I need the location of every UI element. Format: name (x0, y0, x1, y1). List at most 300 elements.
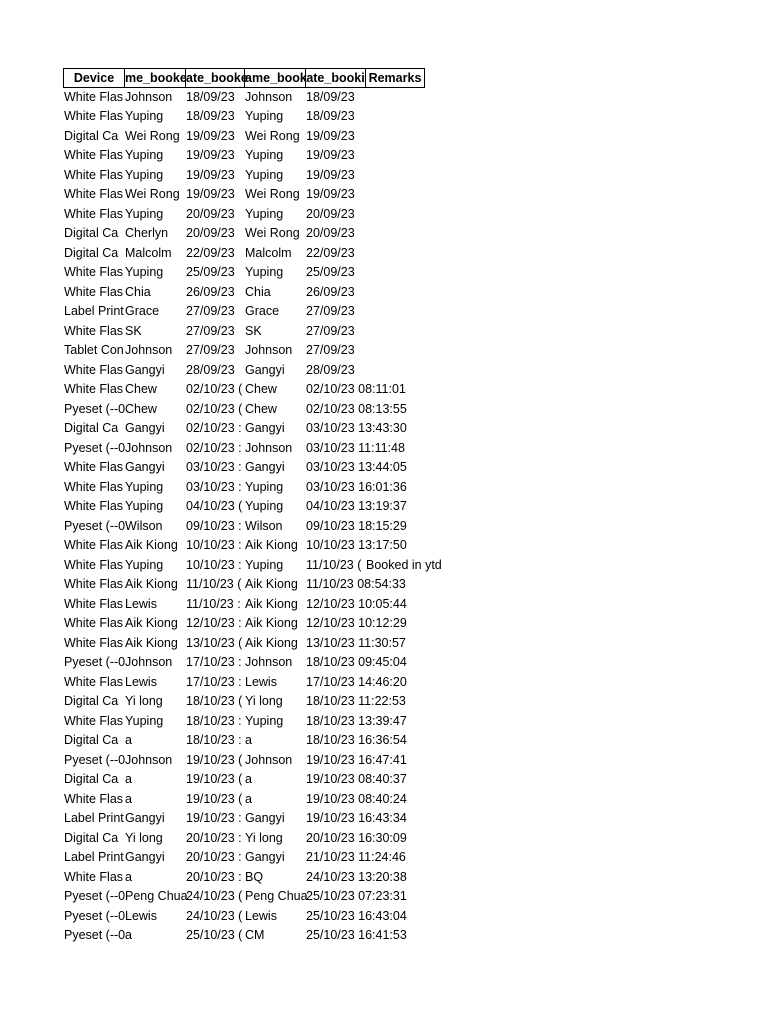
cell-name-booked[interactable]: Lewis (125, 674, 157, 689)
cell-date-booked-2[interactable]: 20/09/23 (306, 206, 355, 221)
cell-device[interactable]: White Flas (64, 362, 124, 377)
cell-name-booked[interactable]: Yi long (125, 830, 163, 845)
cell-date-booked-2[interactable]: 22/09/23 (306, 245, 355, 260)
cell-device[interactable]: White Flas (64, 460, 124, 474)
cell-date-booked[interactable]: 03/10/23 : (186, 460, 242, 474)
table-row (63, 458, 483, 478)
cell-device[interactable]: Digital Ca (64, 772, 119, 786)
cell-date-booked-2[interactable]: 25/10/23 16:43:04 (306, 908, 407, 923)
cell-device[interactable]: White Flas (64, 284, 124, 299)
cell-name-booked[interactable]: Aik Kiong (125, 538, 178, 552)
cell-device[interactable]: Digital Ca (64, 245, 119, 260)
cell-remarks[interactable] (365, 361, 516, 381)
cell-date-booked-2[interactable]: 24/10/23 13:20:38 (306, 869, 407, 884)
cell-name-booked[interactable]: a (125, 733, 132, 747)
cell-date-booked[interactable]: 02/10/23 ( (186, 401, 243, 416)
table-row (63, 205, 483, 225)
cell-device[interactable]: White Flas (64, 596, 124, 611)
cell-name-booked-2[interactable]: Aik Kiong (245, 538, 298, 552)
cell-date-booked[interactable]: 02/10/23 : (186, 421, 242, 435)
cell-name-booked[interactable]: Wei Rong (125, 187, 180, 201)
cell-device[interactable]: Tablet Con (64, 343, 124, 357)
table-row (63, 380, 483, 400)
cell-date-booked[interactable]: 19/10/23 ( (186, 752, 243, 767)
cell-name-booked-2[interactable]: Yi long (245, 694, 283, 708)
cell-device[interactable]: Pyeset (--0 (64, 908, 126, 923)
cell-remarks[interactable] (365, 907, 516, 927)
cell-remarks[interactable] (365, 107, 516, 127)
cell-name-booked[interactable]: Yuping (125, 148, 164, 162)
cell-device[interactable]: Digital Ca (64, 733, 119, 747)
cell-date-booked-2[interactable]: 10/10/23 13:17:50 (306, 538, 407, 552)
cell-name-booked-2[interactable]: SK (245, 323, 262, 338)
cell-name-booked-2[interactable]: CM (245, 928, 265, 942)
cell-remarks[interactable] (365, 712, 516, 732)
cell-device[interactable]: Label Print (64, 850, 124, 864)
cell-remarks[interactable] (365, 848, 516, 868)
cell-device[interactable]: Label Print (64, 304, 124, 318)
cell-device[interactable]: Digital Ca (64, 421, 119, 435)
cell-remarks[interactable] (365, 224, 516, 244)
cell-name-booked[interactable]: Johnson (125, 343, 173, 357)
cell-date-booked[interactable]: 12/10/23 : (186, 616, 242, 630)
cell-date-booked[interactable]: 27/09/23 (186, 304, 235, 318)
cell-remarks[interactable] (365, 517, 516, 537)
cell-device[interactable]: White Flas (64, 616, 124, 630)
cell-date-booked-2[interactable]: 26/09/23 (306, 284, 355, 299)
spreadsheet (63, 68, 483, 946)
cell-device[interactable]: White Flas (64, 382, 124, 396)
cell-device[interactable]: White Flas (64, 479, 124, 494)
table-row (63, 556, 483, 576)
cell-date-booked[interactable]: 27/09/23 (186, 323, 235, 338)
cell-date-booked[interactable]: 20/10/23 : (186, 850, 242, 864)
cell-name-booked-2[interactable]: a (245, 733, 252, 747)
table-row (63, 595, 483, 615)
cell-remarks[interactable] (365, 751, 516, 771)
cell-name-booked[interactable]: Yuping (125, 167, 164, 182)
cell-date-booked-2[interactable]: 18/09/23 (306, 109, 355, 123)
cell-name-booked-2[interactable]: Wei Rong (245, 226, 300, 240)
cell-device[interactable]: White Flas (64, 674, 124, 689)
cell-name-booked[interactable]: Aik Kiong (125, 635, 178, 650)
cell-date-booked-2[interactable]: 18/10/23 11:22:53 (306, 694, 406, 708)
cell-date-booked[interactable]: 19/10/23 ( (186, 791, 243, 806)
cell-date-booked[interactable]: 19/09/23 (186, 167, 235, 182)
cell-remarks[interactable] (365, 205, 516, 225)
cell-date-booked-2[interactable]: 28/09/23 (306, 362, 355, 377)
cell-date-booked-2[interactable]: 02/10/23 08:13:55 (306, 401, 407, 416)
cell-date-booked[interactable]: 18/10/23 ( (186, 694, 243, 708)
cell-name-booked[interactable]: Gangyi (125, 460, 165, 474)
cell-remarks[interactable] (365, 419, 516, 439)
cell-name-booked-2[interactable]: BQ (245, 869, 264, 884)
cell-name-booked-2[interactable]: Gangyi (245, 421, 285, 435)
table-row (63, 731, 483, 751)
cell-date-booked-2[interactable]: 02/10/23 08:11:01 (306, 382, 406, 396)
table-row (63, 224, 483, 244)
cell-device[interactable]: White Flas (64, 109, 124, 123)
cell-remarks[interactable] (365, 809, 516, 829)
cell-date-booked-2[interactable]: 12/10/23 10:12:29 (306, 616, 407, 630)
table-row (63, 302, 483, 322)
cell-date-booked[interactable]: 19/09/23 (186, 148, 235, 162)
cell-name-booked-2[interactable]: Johnson (245, 343, 293, 357)
cell-name-booked-2[interactable]: Aik Kiong (245, 616, 298, 630)
cell-date-booked[interactable]: 18/10/23 : (186, 733, 242, 747)
cell-date-booked[interactable]: 27/09/23 (186, 343, 235, 357)
cell-device[interactable]: Pyeset (--0 (64, 752, 126, 767)
cell-name-booked[interactable]: Johnson (125, 440, 173, 455)
cell-name-booked[interactable]: Gangyi (125, 362, 165, 377)
cell-name-booked[interactable]: Gangyi (125, 811, 165, 825)
cell-name-booked-2[interactable]: Gangyi (245, 850, 285, 864)
cell-date-booked-2[interactable]: 18/09/23 (306, 89, 355, 104)
cell-date-booked-2[interactable]: 04/10/23 13:19:37 (306, 499, 407, 513)
cell-date-booked-2[interactable]: 13/10/23 11:30:57 (306, 635, 406, 650)
table-row (63, 848, 483, 868)
cell-remarks[interactable] (365, 263, 516, 283)
cell-remarks[interactable] (365, 575, 516, 595)
cell-device[interactable]: Pyeset (--0 (64, 655, 126, 669)
cell-name-booked[interactable]: Wilson (125, 518, 163, 533)
cell-date-booked-2[interactable]: 03/10/23 13:43:30 (306, 421, 407, 435)
cell-name-booked-2[interactable]: Johnson (245, 89, 293, 104)
cell-name-booked[interactable]: a (125, 772, 132, 786)
cell-date-booked[interactable]: 24/10/23 ( (186, 889, 243, 903)
cell-remarks[interactable] (365, 127, 516, 147)
table-row (63, 322, 483, 342)
cell-date-booked-2[interactable]: 19/09/23 (306, 128, 355, 143)
cell-name-booked-2[interactable]: Yuping (245, 148, 284, 162)
cell-date-booked[interactable]: 20/09/23 (186, 226, 235, 240)
cell-date-booked-2[interactable]: 19/09/23 (306, 148, 355, 162)
cell-device[interactable]: White Flas (64, 713, 124, 728)
cell-date-booked[interactable]: 19/10/23 ( (186, 772, 243, 786)
cell-name-booked-2[interactable]: Yuping (245, 499, 284, 513)
cell-device[interactable]: White Flas (64, 89, 124, 104)
cell-date-booked-2[interactable]: 20/10/23 16:30:09 (306, 830, 407, 845)
header-name-booked-2[interactable]: ame_book (244, 68, 305, 88)
cell-date-booked-2[interactable]: 09/10/23 18:15:29 (306, 518, 407, 533)
cell-remarks[interactable] (365, 731, 516, 751)
cell-date-booked[interactable]: 19/10/23 : (186, 811, 242, 825)
cell-date-booked[interactable]: 19/09/23 (186, 128, 235, 143)
cell-device[interactable]: White Flas (64, 499, 124, 513)
cell-date-booked-2[interactable]: 19/09/23 (306, 187, 355, 201)
cell-device[interactable]: White Flas (64, 635, 124, 650)
cell-date-booked-2[interactable]: 18/10/23 16:36:54 (306, 733, 407, 747)
cell-name-booked-2[interactable]: a (245, 791, 252, 806)
cell-name-booked-2[interactable]: Wei Rong (245, 187, 300, 201)
cell-name-booked[interactable]: Chia (125, 284, 151, 299)
table-row (63, 361, 483, 381)
cell-remarks[interactable] (365, 497, 516, 517)
cell-device[interactable]: Digital Ca (64, 128, 119, 143)
cell-name-booked[interactable]: Johnson (125, 89, 173, 104)
cell-device[interactable]: White Flas (64, 869, 124, 884)
cell-date-booked-2[interactable]: 03/10/23 11:11:48 (306, 440, 405, 455)
header-name-booked[interactable]: me_booke (124, 68, 185, 88)
cell-date-booked-2[interactable]: 19/09/23 (306, 167, 355, 182)
cell-device[interactable]: White Flas (64, 187, 124, 201)
cell-remarks[interactable] (365, 439, 516, 459)
cell-name-booked[interactable]: a (125, 869, 132, 884)
cell-date-booked[interactable]: 10/10/23 : (186, 538, 242, 552)
cell-date-booked[interactable]: 04/10/23 ( (186, 499, 243, 513)
table-row (63, 185, 483, 205)
cell-date-booked[interactable]: 28/09/23 (186, 362, 235, 377)
cell-date-booked-2[interactable]: 17/10/23 14:46:20 (306, 674, 407, 689)
cell-remarks[interactable] (365, 673, 516, 693)
table-body (63, 88, 483, 946)
cell-date-booked-2[interactable]: 12/10/23 10:05:44 (306, 596, 407, 611)
cell-name-booked[interactable]: Yuping (125, 499, 164, 513)
cell-date-booked[interactable]: 19/09/23 (186, 187, 235, 201)
cell-remarks[interactable] (365, 458, 516, 478)
cell-remarks[interactable] (365, 322, 516, 342)
cell-name-booked-2[interactable]: Johnson (245, 440, 293, 455)
cell-date-booked-2[interactable]: 20/09/23 (306, 226, 355, 240)
cell-device[interactable]: White Flas (64, 167, 124, 182)
table-row (63, 341, 483, 361)
table-row (63, 88, 483, 108)
cell-date-booked-2[interactable]: 25/10/23 16:41:53 (306, 928, 407, 942)
cell-device[interactable]: White Flas (64, 557, 124, 572)
cell-name-booked[interactable]: Yuping (125, 557, 164, 572)
cell-date-booked[interactable]: 10/10/23 : (186, 557, 242, 572)
cell-date-booked[interactable]: 11/10/23 : (186, 596, 241, 611)
cell-name-booked[interactable]: Aik Kiong (125, 577, 178, 591)
cell-date-booked[interactable]: 09/10/23 : (186, 518, 242, 533)
cell-name-booked-2[interactable]: Johnson (245, 655, 293, 669)
cell-name-booked[interactable]: Johnson (125, 655, 173, 669)
cell-name-booked-2[interactable]: Johnson (245, 752, 293, 767)
cell-name-booked[interactable]: Lewis (125, 908, 157, 923)
cell-remarks[interactable] (365, 790, 516, 810)
cell-name-booked-2[interactable]: Yuping (245, 713, 284, 728)
table-row (63, 926, 483, 946)
cell-date-booked[interactable]: 13/10/23 ( (186, 635, 243, 650)
cell-date-booked-2[interactable]: 18/10/23 09:45:04 (306, 655, 407, 669)
header-date-booked-2[interactable]: ate_booki (305, 68, 365, 88)
cell-name-booked-2[interactable]: Yuping (245, 265, 284, 279)
cell-device[interactable]: White Flas (64, 577, 124, 591)
cell-name-booked[interactable]: Chew (125, 382, 157, 396)
cell-device[interactable]: White Flas (64, 265, 124, 279)
cell-name-booked-2[interactable]: Chew (245, 382, 277, 396)
cell-remarks[interactable] (365, 244, 516, 264)
cell-date-booked[interactable]: 17/10/23 : (186, 674, 242, 689)
cell-name-booked[interactable]: Peng Chua (125, 889, 188, 903)
cell-date-booked-2[interactable]: 19/10/23 16:47:41 (306, 752, 407, 767)
cell-remarks[interactable] (365, 634, 516, 654)
cell-device[interactable]: White Flas (64, 791, 124, 806)
cell-remarks[interactable] (365, 302, 516, 322)
table-row (63, 575, 483, 595)
table-row (63, 478, 483, 498)
header-remarks[interactable]: Remarks (365, 68, 425, 88)
cell-remarks[interactable] (365, 653, 516, 673)
table-row (63, 536, 483, 556)
cell-device[interactable]: Digital Ca (64, 226, 119, 240)
cell-name-booked-2[interactable]: Yuping (245, 167, 284, 182)
cell-date-booked[interactable]: 03/10/23 : (186, 479, 242, 494)
cell-date-booked-2[interactable]: 27/09/23 (306, 343, 355, 357)
cell-date-booked[interactable]: 02/10/23 ( (186, 382, 243, 396)
cell-date-booked[interactable]: 18/10/23 : (186, 713, 242, 728)
cell-remarks[interactable] (365, 926, 516, 946)
cell-remarks[interactable] (365, 887, 516, 907)
cell-remarks[interactable] (365, 380, 516, 400)
header-device[interactable]: Device (63, 68, 124, 88)
cell-name-booked-2[interactable]: Gangyi (245, 811, 285, 825)
cell-device[interactable]: Label Print (64, 811, 124, 825)
cell-date-booked-2[interactable]: 19/10/23 16:43:34 (306, 811, 407, 825)
cell-remarks[interactable] (365, 88, 516, 108)
table-row (63, 653, 483, 673)
cell-device[interactable]: Pyeset (--0 (64, 928, 126, 942)
cell-name-booked[interactable]: Yi long (125, 694, 163, 708)
cell-name-booked[interactable]: Yuping (125, 109, 164, 123)
cell-date-booked[interactable]: 25/09/23 (186, 265, 235, 279)
cell-device[interactable]: Pyeset (--0 (64, 518, 126, 533)
table-row (63, 400, 483, 420)
cell-name-booked[interactable]: a (125, 928, 132, 942)
cell-remarks[interactable] (365, 146, 516, 166)
table-row (63, 868, 483, 888)
cell-name-booked-2[interactable]: Chia (245, 284, 271, 299)
table-row (63, 497, 483, 517)
cell-remarks[interactable] (365, 692, 516, 712)
cell-name-booked-2[interactable]: a (245, 772, 252, 786)
cell-date-booked[interactable]: 26/09/23 (186, 284, 235, 299)
cell-device[interactable]: Pyeset (--0 (64, 889, 126, 903)
cell-date-booked-2[interactable]: 11/10/23 ( (306, 557, 362, 572)
cell-remarks[interactable] (365, 283, 516, 303)
cell-name-booked[interactable]: Aik Kiong (125, 616, 178, 630)
cell-date-booked-2[interactable]: 03/10/23 16:01:36 (306, 479, 407, 494)
cell-name-booked[interactable]: a (125, 791, 132, 806)
cell-name-booked[interactable]: Yuping (125, 713, 164, 728)
cell-name-booked-2[interactable]: Grace (245, 304, 280, 318)
cell-name-booked-2[interactable]: Yuping (245, 479, 284, 494)
cell-name-booked[interactable]: Malcolm (125, 245, 172, 260)
cell-name-booked[interactable]: Wei Rong (125, 128, 180, 143)
cell-name-booked[interactable]: Gangyi (125, 850, 165, 864)
cell-name-booked[interactable]: SK (125, 323, 142, 338)
cell-name-booked[interactable]: Johnson (125, 752, 173, 767)
cell-device[interactable]: Pyeset (--0 (64, 440, 126, 455)
cell-remarks[interactable] (365, 478, 516, 498)
cell-device[interactable]: White Flas (64, 148, 124, 162)
cell-remarks[interactable] (365, 166, 516, 186)
cell-remarks[interactable] (365, 185, 516, 205)
cell-date-booked-2[interactable]: 27/09/23 (306, 323, 355, 338)
cell-name-booked[interactable]: Yuping (125, 265, 164, 279)
cell-device[interactable]: Pyeset (--0 (64, 401, 126, 416)
cell-date-booked-2[interactable]: 21/10/23 11:24:46 (306, 850, 406, 864)
cell-name-booked[interactable]: Lewis (125, 596, 157, 611)
cell-name-booked[interactable]: Cherlyn (125, 226, 169, 240)
cell-date-booked-2[interactable]: 27/09/23 (306, 304, 355, 318)
cell-remarks[interactable] (365, 868, 516, 888)
cell-date-booked[interactable]: 20/10/23 : (186, 869, 242, 884)
table-row (63, 887, 483, 907)
cell-device[interactable]: White Flas (64, 206, 124, 221)
cell-date-booked[interactable]: 25/10/23 ( (186, 928, 243, 942)
cell-name-booked-2[interactable]: Chew (245, 401, 277, 416)
cell-remarks[interactable] (365, 341, 516, 361)
cell-name-booked-2[interactable]: Gangyi (245, 362, 285, 377)
cell-name-booked[interactable]: Yuping (125, 479, 164, 494)
cell-date-booked-2[interactable]: 18/10/23 13:39:47 (306, 713, 407, 728)
cell-date-booked-2[interactable]: 11/10/23 08:54:33 (306, 577, 406, 591)
cell-date-booked[interactable]: 18/09/23 (186, 109, 235, 123)
cell-name-booked[interactable]: Yuping (125, 206, 164, 221)
cell-date-booked-2[interactable]: 25/09/23 (306, 265, 355, 279)
cell-date-booked[interactable]: 11/10/23 ( (186, 577, 242, 591)
cell-remarks[interactable] (365, 400, 516, 420)
cell-date-booked-2[interactable]: 19/10/23 08:40:24 (306, 791, 407, 806)
cell-name-booked-2[interactable]: Lewis (245, 908, 277, 923)
header-date-booked[interactable]: ate_booke (185, 68, 244, 88)
cell-name-booked-2[interactable]: Yuping (245, 206, 284, 221)
cell-name-booked[interactable]: Grace (125, 304, 160, 318)
cell-date-booked[interactable]: 24/10/23 ( (186, 908, 243, 923)
cell-device[interactable]: White Flas (64, 538, 124, 552)
cell-date-booked[interactable]: 17/10/23 : (186, 655, 242, 669)
cell-date-booked[interactable]: 22/09/23 (186, 245, 235, 260)
cell-date-booked[interactable]: 02/10/23 : (186, 440, 242, 455)
cell-remarks[interactable] (365, 770, 516, 790)
cell-name-booked-2[interactable]: Wei Rong (245, 128, 300, 143)
cell-name-booked[interactable]: Gangyi (125, 421, 165, 435)
cell-remarks[interactable] (365, 829, 516, 849)
cell-date-booked-2[interactable]: 25/10/23 07:23:31 (306, 889, 407, 903)
cell-date-booked[interactable]: 20/10/23 : (186, 830, 242, 845)
cell-name-booked-2[interactable]: Yuping (245, 109, 284, 123)
cell-name-booked-2[interactable]: Malcolm (245, 245, 292, 260)
cell-name-booked-2[interactable]: Gangyi (245, 460, 285, 474)
table-row (63, 517, 483, 537)
cell-date-booked[interactable]: 20/09/23 (186, 206, 235, 221)
cell-remarks[interactable] (365, 595, 516, 615)
cell-device[interactable]: Digital Ca (64, 830, 119, 845)
cell-name-booked-2[interactable]: Yuping (245, 557, 284, 572)
cell-name-booked-2[interactable]: Aik Kiong (245, 635, 298, 650)
cell-date-booked[interactable]: 18/09/23 (186, 89, 235, 104)
cell-name-booked-2[interactable]: Wilson (245, 518, 283, 533)
cell-device[interactable]: Digital Ca (64, 694, 119, 708)
cell-name-booked-2[interactable]: Peng Chua (245, 889, 308, 903)
cell-remarks[interactable] (365, 536, 516, 556)
cell-device[interactable]: White Flas (64, 323, 124, 338)
table-row (63, 166, 483, 186)
cell-date-booked-2[interactable]: 03/10/23 13:44:05 (306, 460, 407, 474)
cell-name-booked-2[interactable]: Lewis (245, 674, 277, 689)
table-row (63, 439, 483, 459)
cell-remarks[interactable] (365, 614, 516, 634)
cell-name-booked[interactable]: Chew (125, 401, 157, 416)
table-row (63, 419, 483, 439)
cell-name-booked-2[interactable]: Yi long (245, 830, 283, 845)
cell-remarks[interactable]: Booked in ytd (366, 557, 442, 572)
table-row (63, 127, 483, 147)
cell-name-booked-2[interactable]: Aik Kiong (245, 596, 298, 611)
cell-name-booked-2[interactable]: Aik Kiong (245, 577, 298, 591)
cell-date-booked-2[interactable]: 19/10/23 08:40:37 (306, 772, 407, 786)
